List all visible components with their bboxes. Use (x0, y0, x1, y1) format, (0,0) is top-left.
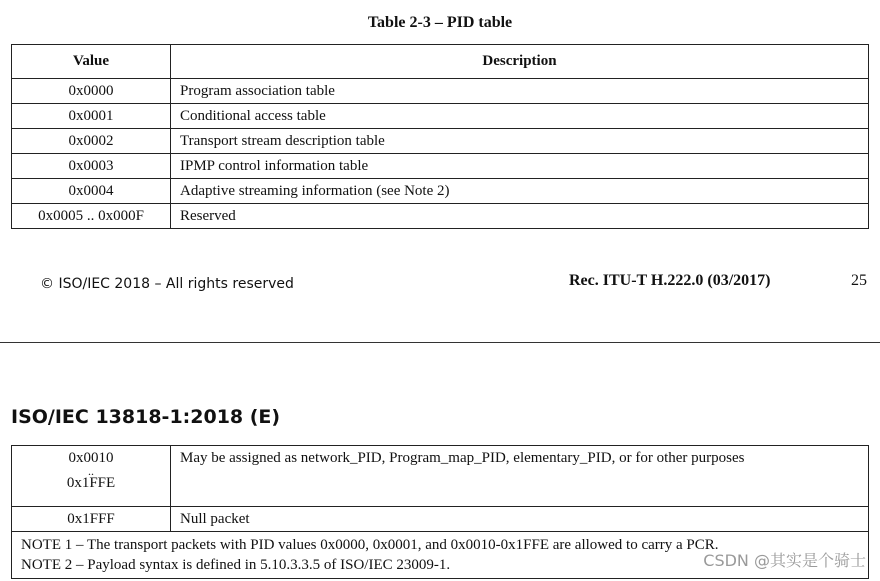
cell-description: May be assigned as network_PID, Program_map_PID, elementary_PID, or for other purposes (171, 446, 869, 507)
recommendation-footer: Rec. ITU-T H.222.0 (03/2017) (569, 272, 771, 289)
table-row (12, 446, 869, 507)
page-divider (0, 342, 880, 343)
cell-description: Conditional access table (171, 104, 869, 129)
cell-value: 0x0001 (12, 104, 171, 129)
cell-value: 0x0005 .. 0x000F (12, 204, 171, 229)
cell-value: 0x0004 (12, 179, 171, 204)
table-row (12, 507, 869, 532)
cell-value: 0x0002 (12, 129, 171, 154)
cell-description: Program association table (171, 79, 869, 104)
cell-value: 0x0000 (12, 79, 171, 104)
note-1: NOTE 1 – The transport packets with PID values 0x0000, 0x0001, and 0x0010-0x1FFE are allowed to carry a PCR. (21, 537, 719, 553)
cell-value: 0x0003 (12, 154, 171, 179)
cell-description: Null packet (171, 507, 869, 532)
table-row (12, 104, 869, 129)
page-heading: ISO/IEC 13818-1:2018 (E) (11, 406, 281, 428)
cell-description: Adaptive streaming information (see Note 2) (171, 179, 869, 204)
table-title: Table 2-3 – PID table (367, 14, 513, 31)
table-header-row (12, 45, 869, 79)
watermark: CSDN @其实是个骑士 (703, 551, 866, 570)
page-number: 25 (851, 272, 867, 289)
cell-description: Transport stream description table (171, 129, 869, 154)
table-row (12, 79, 869, 104)
cell-value-range (12, 446, 171, 507)
pid-table (11, 44, 869, 229)
table-row (12, 204, 869, 229)
header-description: Description (171, 45, 869, 79)
table-row (12, 129, 869, 154)
cell-value: 0x1FFF (12, 507, 171, 532)
value-dots: .. (88, 464, 94, 478)
note-2: NOTE 2 – Payload syntax is defined in 5.10.3.3.5 of ISO/IEC 23009-1. (21, 557, 451, 573)
value-start: 0x0010 (68, 450, 114, 466)
table-row (12, 179, 869, 204)
cell-description: IPMP control information table (171, 154, 869, 179)
cell-description: Reserved (171, 204, 869, 229)
header-value: Value (12, 45, 171, 79)
table-row (12, 154, 869, 179)
copyright-footer: © ISO/IEC 2018 – All rights reserved (40, 276, 294, 292)
value-end: 0x1FFE (66, 475, 116, 491)
